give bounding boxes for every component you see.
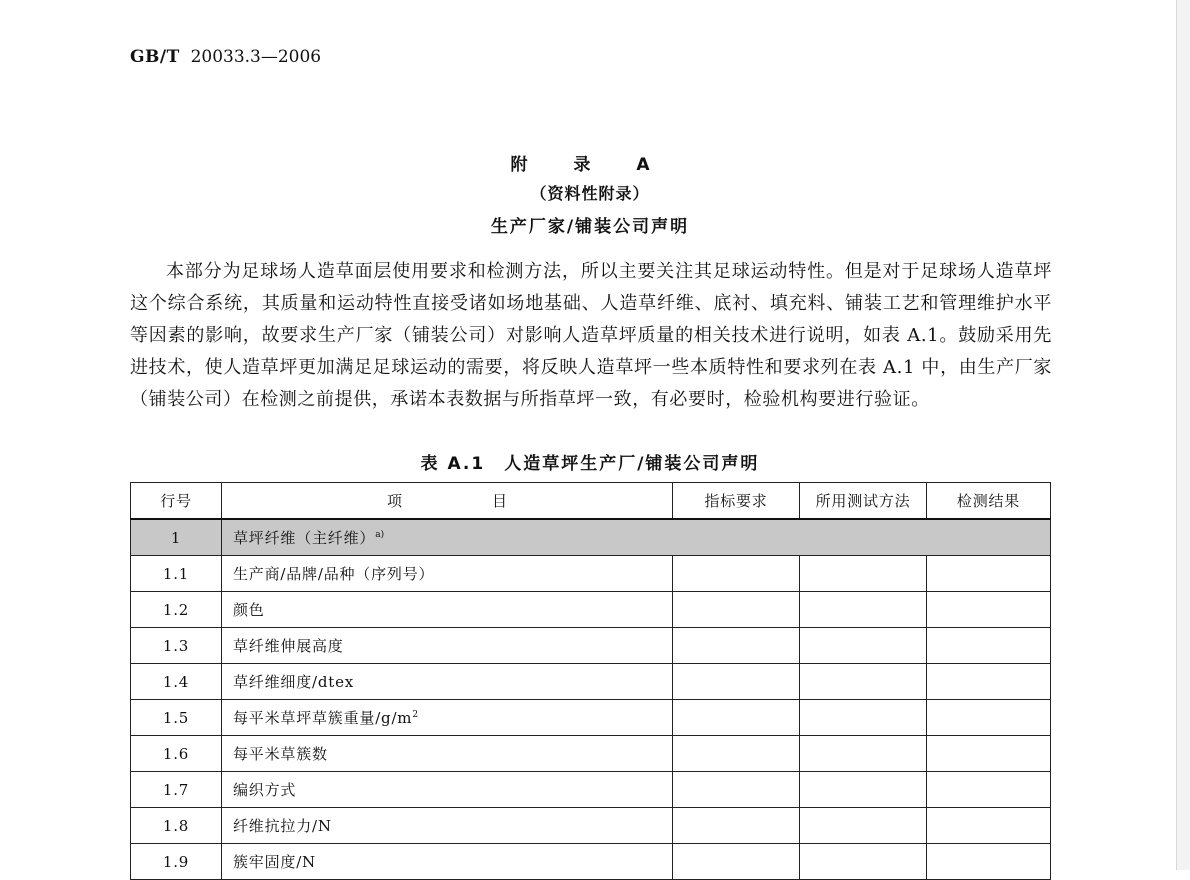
col-header-result: 检测结果: [927, 483, 1051, 520]
requirement-cell[interactable]: [673, 592, 800, 628]
test-method-cell[interactable]: [800, 664, 927, 700]
col-header-test-method: 所用测试方法: [800, 483, 927, 520]
test-method-cell[interactable]: [800, 700, 927, 736]
table-row: [131, 592, 1051, 628]
row-item-text: 草纤维伸展高度: [233, 637, 344, 655]
group-row-no: 1: [131, 519, 222, 556]
col-header-row-no: 行号: [131, 483, 222, 520]
requirement-cell[interactable]: [673, 736, 800, 772]
row-item-text: 草纤维细度/dtex: [233, 673, 355, 691]
test-method-cell[interactable]: [800, 772, 927, 808]
test-method-cell[interactable]: [800, 592, 927, 628]
col-header-requirement: 指标要求: [673, 483, 800, 520]
table-row: [131, 772, 1051, 808]
row-item-text: 纤维抗拉力/N: [233, 817, 332, 835]
body-paragraph: 本部分为足球场人造草面层使用要求和检测方法，所以主要关注其足球运动特性。但是对于足球场人造草坪这个综合系统，其质量和运动特性直接受诸如场地基础、人造草纤维、底衬、填充料、铺装工艺和管理维护水平等因素的影响，故要求生产厂家（铺装公司）对影响人造草坪质量的相关技术进行说明，如表 A.1。鼓励采用先进技术，使人造草坪更加满足足球运动的需要，将反映人造草坪一些本质特性和要求列在表 A.1 中，由生产厂家（铺装公司）在检测之前提供，承诺本表数据与所指草坪一致，有必要时，检验机构要进行验证。: [130, 261, 1052, 410]
table-body: [131, 519, 1051, 880]
appendix-title: 附 录 A: [510, 155, 670, 175]
declaration-table: [130, 482, 1051, 880]
test-method-cell[interactable]: [800, 556, 927, 592]
table-row: [131, 736, 1051, 772]
result-cell[interactable]: [927, 808, 1051, 844]
standard-header: [130, 47, 321, 67]
group-row-label: [222, 519, 1051, 556]
table-group-row: [131, 519, 1051, 556]
group-footnote-mark: a): [375, 530, 385, 540]
row-item: [222, 664, 673, 700]
table-row: [131, 556, 1051, 592]
standard-number: 20033.3—2006: [190, 47, 322, 67]
result-cell[interactable]: [927, 592, 1051, 628]
row-number: 1.8: [131, 808, 222, 844]
table-row: [131, 700, 1051, 736]
test-method-cell[interactable]: [800, 808, 927, 844]
result-cell[interactable]: [927, 736, 1051, 772]
row-number: 1.9: [131, 844, 222, 880]
row-item: [222, 844, 673, 880]
table-row: [131, 664, 1051, 700]
row-item: [222, 556, 673, 592]
row-number: 1.3: [131, 628, 222, 664]
test-method-cell[interactable]: [800, 628, 927, 664]
table-title: 表 A.1 人造草坪生产厂/铺装公司声明: [420, 454, 760, 474]
test-method-cell[interactable]: [800, 844, 927, 880]
appendix-heading: 生产厂家/铺装公司声明: [490, 217, 690, 237]
row-item-superscript: 2: [412, 710, 419, 720]
row-item-text: 每平米草坪草簇重量/g/m: [233, 709, 413, 727]
result-cell[interactable]: [927, 556, 1051, 592]
row-item-text: 颜色: [233, 601, 265, 619]
row-item-text: 每平米草簇数: [233, 745, 328, 763]
row-item: [222, 808, 673, 844]
row-item-text: 生产商/品牌/品种（序列号）: [233, 565, 435, 583]
col-header-item: [222, 483, 673, 520]
table-row: [131, 808, 1051, 844]
row-item: [222, 592, 673, 628]
table-header-row: [131, 483, 1051, 520]
page-edge: [1176, 0, 1190, 870]
requirement-cell[interactable]: [673, 628, 800, 664]
test-method-cell[interactable]: [800, 736, 927, 772]
row-number: 1.5: [131, 700, 222, 736]
result-cell[interactable]: [927, 628, 1051, 664]
appendix-subtitle: （资料性附录）: [530, 184, 650, 203]
group-label-text: 草坪纤维（主纤维）: [233, 529, 376, 547]
row-number: 1.1: [131, 556, 222, 592]
table-row: [131, 628, 1051, 664]
row-item: [222, 700, 673, 736]
requirement-cell[interactable]: [673, 772, 800, 808]
row-item-text: 编织方式: [233, 781, 297, 799]
requirement-cell[interactable]: [673, 556, 800, 592]
row-item: [222, 772, 673, 808]
row-item-text: 簇牢固度/N: [233, 853, 316, 871]
result-cell[interactable]: [927, 664, 1051, 700]
result-cell[interactable]: [927, 844, 1051, 880]
standard-prefix: GB/T: [130, 47, 180, 67]
row-number: 1.4: [131, 664, 222, 700]
row-number: 1.2: [131, 592, 222, 628]
row-number: 1.7: [131, 772, 222, 808]
result-cell[interactable]: [927, 700, 1051, 736]
requirement-cell[interactable]: [673, 844, 800, 880]
result-cell[interactable]: [927, 772, 1051, 808]
requirement-cell[interactable]: [673, 700, 800, 736]
row-item: [222, 736, 673, 772]
col-header-item-label: 项目: [386, 492, 597, 510]
row-number: 1.6: [131, 736, 222, 772]
row-item: [222, 628, 673, 664]
requirement-cell[interactable]: [673, 808, 800, 844]
requirement-cell[interactable]: [673, 664, 800, 700]
table-row: [131, 844, 1051, 880]
